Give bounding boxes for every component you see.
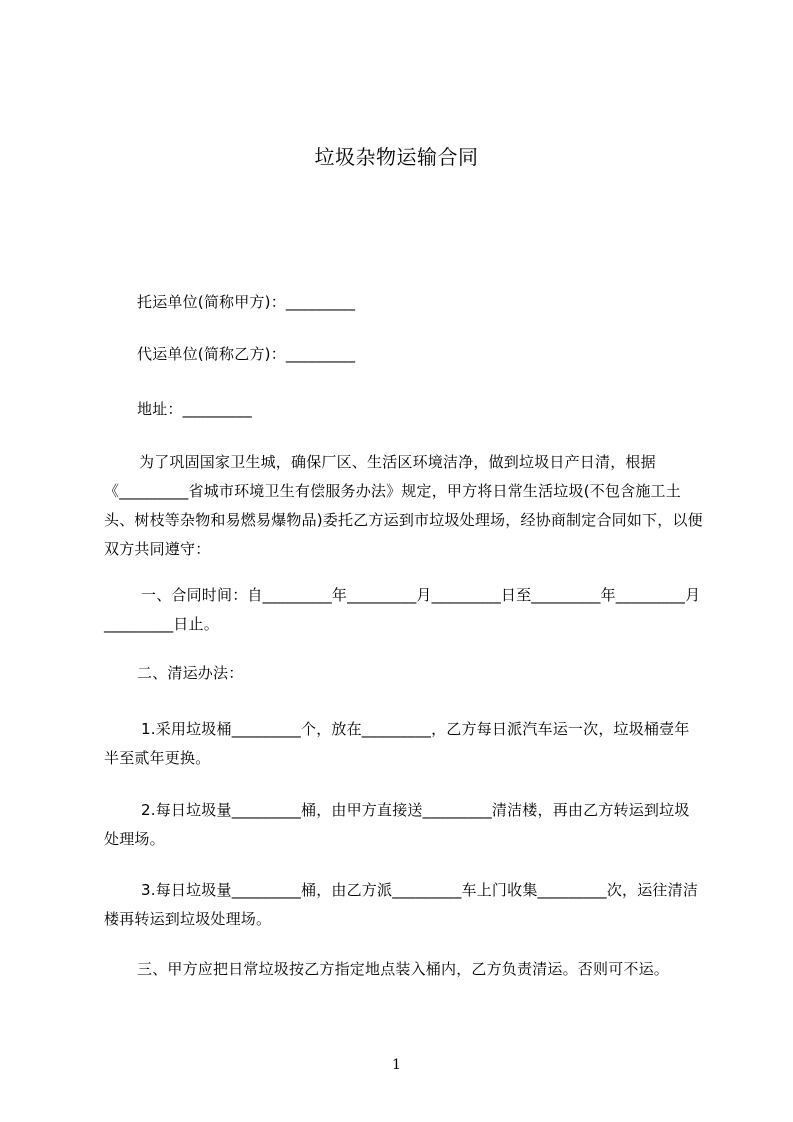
- document-title: 垃圾杂物运输合同: [314, 145, 479, 169]
- page-number: 1: [392, 1057, 401, 1073]
- address-line: 地址：_________: [137, 400, 252, 418]
- item-one-bins: 1.采用垃圾桶_________个，放在_________，乙方每日派汽车运一次，垃圾桶壹年半至贰年更换。: [104, 720, 690, 767]
- section-three-loading-rule: 三、甲方应把日常垃圾按乙方指定地点装入桶内，乙方负责清运。否则可不运。: [137, 960, 670, 978]
- intro-paragraph: 为了巩固国家卫生城，确保厂区、生活区环境洁净，做到垃圾日产日清，根据《_________省城市环境卫生有偿服务办法》规定，甲方将日常生活垃圾(不包含施工土头、树枝等杂物和易燃易爆物品)委托乙方运到市垃圾处理场，经协商制定合同如下，以便双方共同遵守：: [104, 453, 703, 558]
- shipper-line: 托运单位(简称甲方)：_________: [137, 293, 356, 311]
- section-two-heading: 二、清运办法：: [137, 664, 244, 682]
- item-two-daily-volume: 2.每日垃圾量_________桶，由甲方直接送_________清洁楼，再由乙方转运到垃圾处理场。: [104, 801, 690, 848]
- item-three-door-collection: 3.每日垃圾量_________桶，由乙方派_________车上门收集_________次，运往清洁楼再转运到垃圾处理场。: [104, 881, 699, 928]
- carrier-line: 代运单位(简称乙方)：_________: [137, 345, 356, 363]
- section-one-contract-period: 一、合同时间：自_________年_________月_________日至_________年_________月_________日止。: [104, 586, 701, 633]
